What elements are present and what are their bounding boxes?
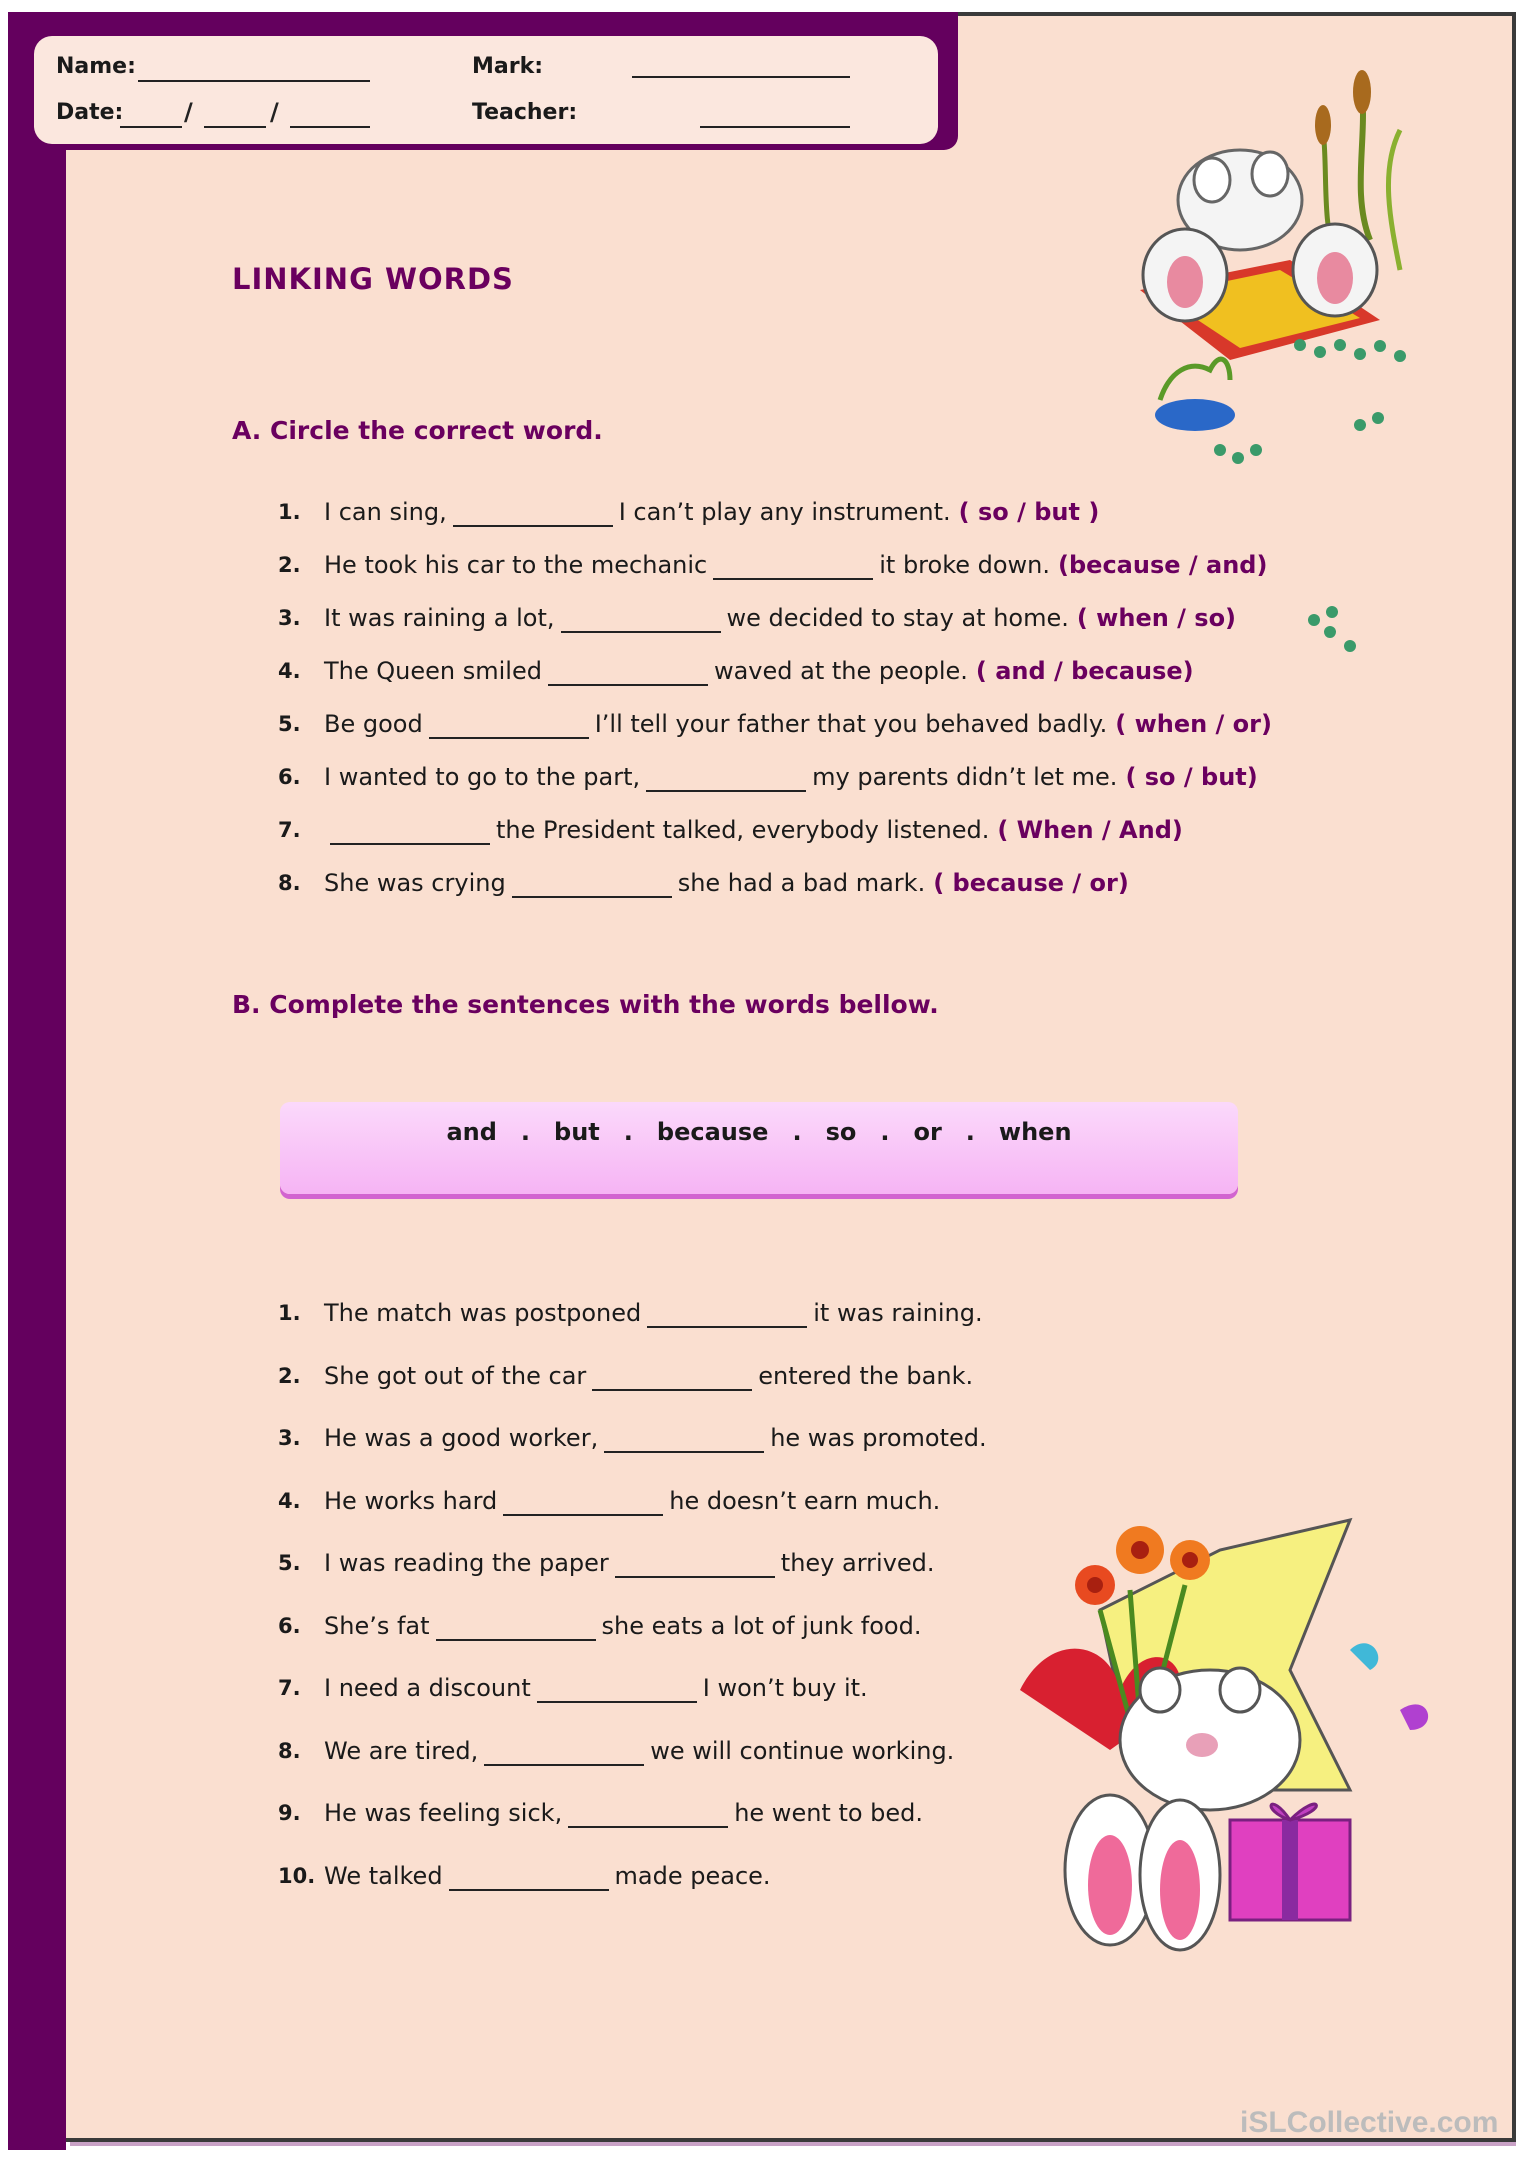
- mark-field[interactable]: [632, 76, 850, 78]
- sentence-end: made peace.: [614, 1861, 771, 1890]
- sentence-end: we will continue working.: [650, 1736, 955, 1765]
- item-number: 6.: [278, 765, 301, 789]
- exercise-item: [278, 1668, 868, 1708]
- item-number: 9.: [278, 1801, 301, 1825]
- word-separator: .: [965, 1118, 975, 1146]
- exercise-item: [278, 1793, 923, 1833]
- teacher-label: Teacher:: [472, 100, 578, 125]
- exercise-item: [278, 810, 1183, 850]
- page-title: LINKING WORDS: [232, 262, 514, 296]
- item-number: 8.: [278, 871, 301, 895]
- name-label: Name:: [56, 54, 136, 79]
- word-bank-word: when: [998, 1118, 1072, 1146]
- sentence-start: She’s fat: [324, 1611, 430, 1640]
- sentence-end: I can’t play any instrument.: [618, 498, 951, 526]
- date-day-field[interactable]: [120, 126, 182, 128]
- word-bank-word: and: [446, 1118, 497, 1146]
- sentence-start: It was raining a lot,: [324, 604, 555, 632]
- exercise-item: [278, 1356, 973, 1396]
- item-number: 6.: [278, 1613, 301, 1638]
- exercise-item: [278, 492, 1099, 532]
- sentence-start: Be good: [324, 710, 423, 738]
- exercise-item: [278, 1543, 935, 1583]
- exercise-item: [278, 704, 1272, 744]
- word-bank: [280, 1102, 1238, 1194]
- sentence-start: We are tired,: [324, 1736, 479, 1765]
- name-field[interactable]: [138, 80, 370, 82]
- sentence-start: He took his car to the mechanic: [324, 551, 708, 579]
- exercise-item: [278, 1731, 954, 1771]
- sentence-end: he went to bed.: [734, 1799, 924, 1827]
- answer-blank[interactable]: [604, 1423, 764, 1453]
- word-separator: .: [520, 1118, 531, 1146]
- word-choice[interactable]: (because / and): [1058, 551, 1268, 579]
- answer-blank[interactable]: [646, 762, 806, 792]
- sentence-end: it broke down.: [879, 551, 1051, 579]
- section-a-title: A. Circle the correct word.: [232, 416, 603, 445]
- exercise-item: [278, 1293, 983, 1333]
- sentence-end: they arrived.: [780, 1549, 935, 1577]
- teacher-field[interactable]: [700, 126, 850, 128]
- answer-blank[interactable]: [568, 1798, 728, 1828]
- section-b-title: B. Complete the sentences with the words bellow.: [232, 990, 939, 1019]
- word-separator: .: [623, 1118, 633, 1146]
- sentence-start: The match was postponed: [324, 1299, 642, 1327]
- exercise-item: [278, 1856, 771, 1896]
- answer-blank[interactable]: [330, 815, 490, 845]
- word-choice[interactable]: ( so / but ): [958, 498, 1100, 526]
- word-choice[interactable]: ( and / because): [975, 657, 1194, 685]
- item-number: 3.: [278, 1426, 301, 1450]
- answer-blank[interactable]: [449, 1861, 609, 1891]
- sentence-start: He works hard: [324, 1486, 498, 1515]
- answer-blank[interactable]: [453, 497, 613, 527]
- answer-blank[interactable]: [647, 1298, 807, 1328]
- word-separator: .: [880, 1118, 890, 1146]
- item-number: 2.: [278, 553, 301, 577]
- word-choice[interactable]: ( so / but): [1125, 763, 1258, 791]
- exercise-item: [278, 1418, 987, 1458]
- sentence-start: He was a good worker,: [324, 1424, 599, 1452]
- word-bank-word: because: [656, 1118, 769, 1146]
- exercise-item: [278, 545, 1267, 585]
- exercise-item: [278, 598, 1236, 638]
- sentence-end: she had a bad mark.: [677, 869, 926, 897]
- exercise-item: [278, 651, 1194, 691]
- bottom-border: [70, 2142, 1516, 2146]
- answer-blank[interactable]: [512, 868, 672, 898]
- sentence-start: I wanted to go to the part,: [324, 763, 641, 791]
- exercise-item: [278, 1606, 921, 1646]
- item-number: 4.: [278, 659, 301, 683]
- header-box: [8, 12, 958, 150]
- word-choice[interactable]: ( when / or): [1115, 710, 1272, 738]
- sentence-start: I need a discount: [324, 1674, 531, 1702]
- sentence-start: She was crying: [324, 869, 506, 897]
- date-separator: /: [184, 98, 193, 126]
- answer-blank[interactable]: [713, 550, 873, 580]
- word-choice[interactable]: ( when / so): [1076, 604, 1237, 632]
- item-number: 1.: [278, 500, 301, 524]
- word-choice[interactable]: ( because / or): [933, 869, 1129, 897]
- sentence-start: She got out of the car: [324, 1361, 587, 1390]
- exercise-item: [278, 757, 1258, 797]
- item-number: 7.: [278, 1676, 301, 1700]
- answer-blank[interactable]: [561, 603, 721, 633]
- sentence-end: I’ll tell your father that you behaved badly.: [594, 710, 1108, 738]
- sentence-start: I was reading the paper: [324, 1549, 609, 1577]
- word-separator: .: [792, 1118, 802, 1146]
- date-separator: /: [270, 98, 279, 126]
- item-number: 10.: [278, 1863, 316, 1888]
- left-margin-bar: [8, 100, 66, 2150]
- answer-blank[interactable]: [436, 1611, 596, 1641]
- watermark: iSLCollective.com: [1240, 2106, 1499, 2139]
- sentence-start: We talked: [324, 1861, 443, 1890]
- answer-blank[interactable]: [592, 1361, 752, 1391]
- item-number: 1.: [278, 1301, 301, 1325]
- word-bank-word: but: [554, 1118, 600, 1146]
- sentence-end: he was promoted.: [770, 1424, 987, 1452]
- sentence-end: he doesn’t earn much.: [669, 1486, 941, 1515]
- answer-blank[interactable]: [615, 1548, 775, 1578]
- sentence-end: waved at the people.: [713, 657, 968, 685]
- sentence-end: we decided to stay at home.: [726, 604, 1069, 632]
- word-bank-word: or: [913, 1118, 942, 1146]
- sentence-end: I won’t buy it.: [702, 1674, 868, 1702]
- answer-blank[interactable]: [484, 1736, 644, 1766]
- date-month-field[interactable]: [204, 126, 266, 128]
- decorative-dots-icon: [1300, 600, 1370, 660]
- sentence-end: my parents didn’t let me.: [812, 763, 1118, 791]
- sentence-end: the President talked, everybody listened.: [496, 816, 990, 844]
- sentence-end: entered the bank.: [758, 1361, 974, 1390]
- date-year-field[interactable]: [290, 126, 370, 128]
- header-panel: [34, 36, 938, 144]
- item-number: 7.: [278, 818, 301, 842]
- word-choice[interactable]: ( When / And): [997, 816, 1183, 844]
- answer-blank[interactable]: [503, 1486, 663, 1516]
- answer-blank[interactable]: [537, 1673, 697, 1703]
- sentence-start: I can sing,: [324, 498, 447, 526]
- answer-blank[interactable]: [429, 709, 589, 739]
- exercise-item: [278, 863, 1129, 903]
- sentence-start: He was feeling sick,: [324, 1799, 563, 1827]
- sentence-start: The Queen smiled: [324, 657, 542, 685]
- sentence-end: she eats a lot of junk food.: [601, 1611, 922, 1640]
- mouse-picnic-illustration: [1120, 70, 1440, 510]
- item-number: 5.: [278, 1551, 301, 1575]
- item-number: 5.: [278, 712, 301, 736]
- item-number: 4.: [278, 1488, 301, 1513]
- word-bank-word: so: [825, 1118, 857, 1146]
- sentence-end: it was raining.: [813, 1299, 983, 1327]
- mouse-flowers-illustration: [990, 1490, 1470, 1990]
- exercise-item: [278, 1481, 940, 1521]
- date-label: Date:: [56, 100, 124, 125]
- item-number: 3.: [278, 606, 301, 630]
- item-number: 2.: [278, 1363, 301, 1388]
- item-number: 8.: [278, 1738, 301, 1763]
- answer-blank[interactable]: [548, 656, 708, 686]
- mark-label: Mark:: [472, 54, 544, 79]
